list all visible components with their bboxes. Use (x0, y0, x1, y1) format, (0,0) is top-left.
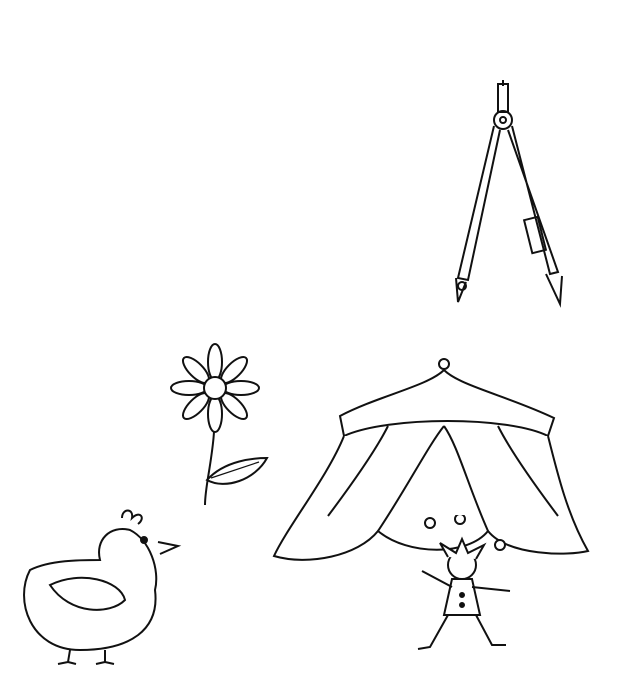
chick-picture (10, 500, 190, 670)
flower-picture (155, 340, 275, 510)
compass-picture (420, 78, 580, 318)
juggler-picture (400, 515, 540, 665)
number-seven-picture (20, 342, 110, 472)
